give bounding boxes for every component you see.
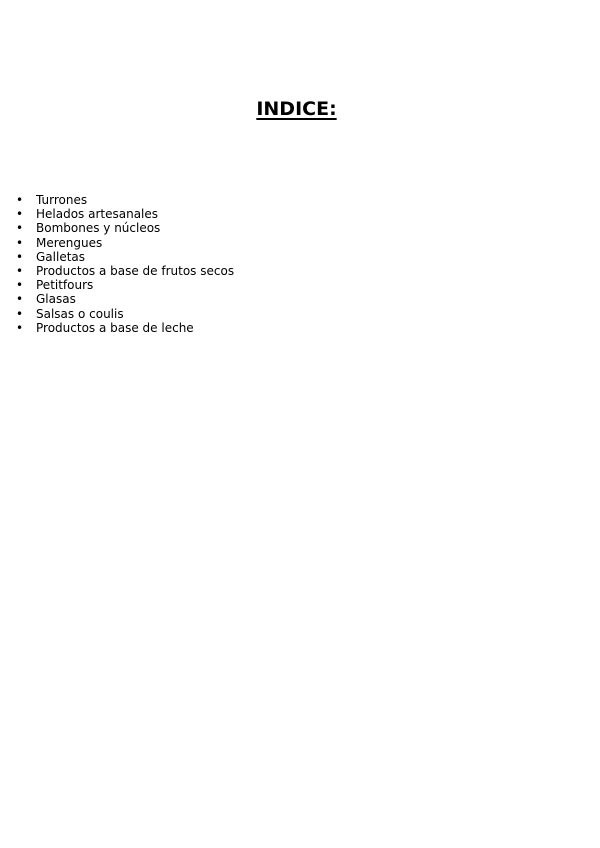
list-item-label: Petitfours (36, 278, 94, 293)
bullet-icon: • (16, 320, 24, 335)
page-title: INDICE: (256, 98, 337, 120)
bullet-icon: • (16, 278, 24, 293)
list-item-label: Salsas o coulis (36, 306, 124, 321)
bullet-icon: • (16, 221, 24, 236)
bullet-icon: • (16, 306, 24, 321)
bullet-icon: • (16, 235, 24, 250)
bullet-icon: • (16, 292, 24, 307)
list-item-label: Glasas (36, 292, 76, 307)
bullet-icon: • (16, 263, 24, 278)
list-item-label: Turrones (36, 193, 88, 207)
list-item-label: Productos a base de frutos secos (36, 263, 235, 278)
bullet-icon: • (16, 207, 24, 222)
list-item-label: Galletas (36, 249, 86, 264)
bullet-icon: • (16, 249, 24, 264)
list-item-label: Productos a base de leche (36, 320, 194, 335)
list-item-label: Bombones y núcleos (36, 221, 161, 236)
bullet-icon: • (16, 193, 24, 207)
list-item-label: Helados artesanales (36, 207, 159, 222)
list-item-label: Merengues (36, 235, 103, 250)
